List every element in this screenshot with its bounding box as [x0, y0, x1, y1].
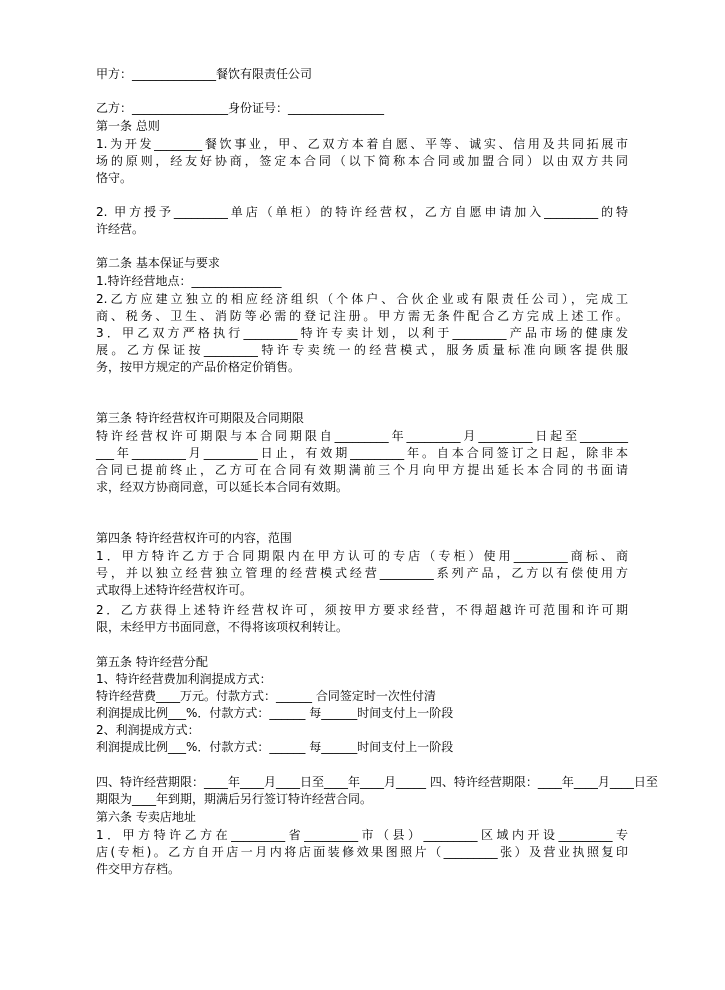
party-a-line: 甲方：______________餐饮有限责任公司: [96, 67, 313, 81]
article-4-heading: 第四条 特许经营权许可的内容，范围: [96, 531, 292, 545]
article-3-text: 特许经营权许可期限与本合同期限自_________年_________月_________日起至________: [96, 429, 628, 443]
article-5-heading: 第五条 特许经营分配: [96, 655, 208, 669]
article-1-text: 1.为开发________餐饮事业，甲、乙双方本着自愿、平等、诚实、信用及共同拓展市: [96, 137, 628, 151]
article-3-text: 求，经双方协商同意，可以延长本合同有效期。: [96, 480, 349, 494]
article-5-text: 1、特许经营费加利润提成方式：: [96, 672, 272, 686]
franchise-term-line: 期限为____年到期，期满后另行签订特许经营合同。: [96, 792, 373, 806]
article-2-text: 2.乙方应建立独立的相应经济组织（个体户、合伙企业或有限责任公司），完成工: [96, 292, 628, 306]
article-1-heading: 第一条 总则: [96, 119, 160, 133]
article-3-heading: 第三条 特许经营权许可期限及合同期限: [96, 411, 304, 425]
article-6-heading: 第六条 专卖店地址: [96, 810, 196, 824]
article-5-text: 利润提成比例___%．付款方式：______ 每______时间支付上一阶段: [96, 706, 454, 720]
article-6-text: 1．甲方特许乙方在_________省_________市（县）_________区域内开设_________专: [96, 828, 628, 842]
article-4-text: 号，并以独立经营独立管理的经营模式经营_________系列产品，乙方以有偿使用方: [96, 566, 628, 580]
article-4-text: 2．乙方获得上述特许经营权许可，须按甲方要求经营，不得超越许可范围和许可期: [96, 603, 628, 617]
article-3-text: ___年_________月_________日止，有效期_________年。自本合同签订之日起，除非本: [96, 446, 628, 460]
article-5-text: 利润提成比例___%．付款方式：______ 每______时间支付上一阶段: [96, 740, 454, 754]
article-1-text: 许经营。: [96, 222, 145, 236]
article-4-text: 限，未经甲方书面同意，不得将该项权利转让。: [96, 620, 349, 634]
article-2-text: 商、税务、卫生、消防等必需的登记注册。甲方需无条件配合乙方完成上述工作。: [96, 309, 628, 323]
article-6-text: 店(专柜)。乙方自开店一月内将店面装修效果图照片（_________张）及营业执照复印: [96, 845, 628, 859]
franchise-term-line: 四、特许经营期限：____年____月____日至____年____月_____ 四、特许经营期限：____年____月____日至: [96, 775, 658, 789]
article-1-text: 恪守。: [96, 171, 133, 185]
article-5-text: 特许经营费____万元。付款方式：______ 合同签定时一次性付清: [96, 689, 436, 703]
article-6-text: 件交甲方存档。: [96, 862, 181, 876]
article-5-text: 2、利润提成方式：: [96, 723, 200, 737]
article-2-text: 1.特许经营地点：_______________: [96, 274, 282, 288]
party-b-line: 乙方：________________身份证号：________________: [96, 101, 385, 115]
article-1-text: 2. 甲方授予_________单店（单柜）的特许经营权，乙方自愿申请加入_________的特: [96, 205, 628, 219]
article-2-text: 3．甲乙双方严格执行_________特许专卖计划，以利于_________产品市场的健康发: [96, 326, 628, 340]
article-2-text: 展。乙方保证按_________特许专卖统一的经营模式，服务质量标准向顾客提供服: [96, 343, 628, 357]
article-3-text: 合同已提前终止，乙方可在合同有效期满前三个月向甲方提出延长本合同的书面请: [96, 463, 628, 477]
article-4-text: 1．甲方特许乙方于合同期限内在甲方认可的专店（专柜）使用_________商标、商: [96, 549, 628, 563]
article-4-text: 式取得上述特许经营权许可。: [96, 583, 253, 597]
article-2-heading: 第二条 基本保证与要求: [96, 256, 220, 270]
article-2-text: 务，按甲方规定的产品价格定价销售。: [96, 360, 301, 374]
article-1-text: 场的原则，经友好协商，签定本合同（以下简称本合同或加盟合同）以由双方共同: [96, 154, 628, 168]
